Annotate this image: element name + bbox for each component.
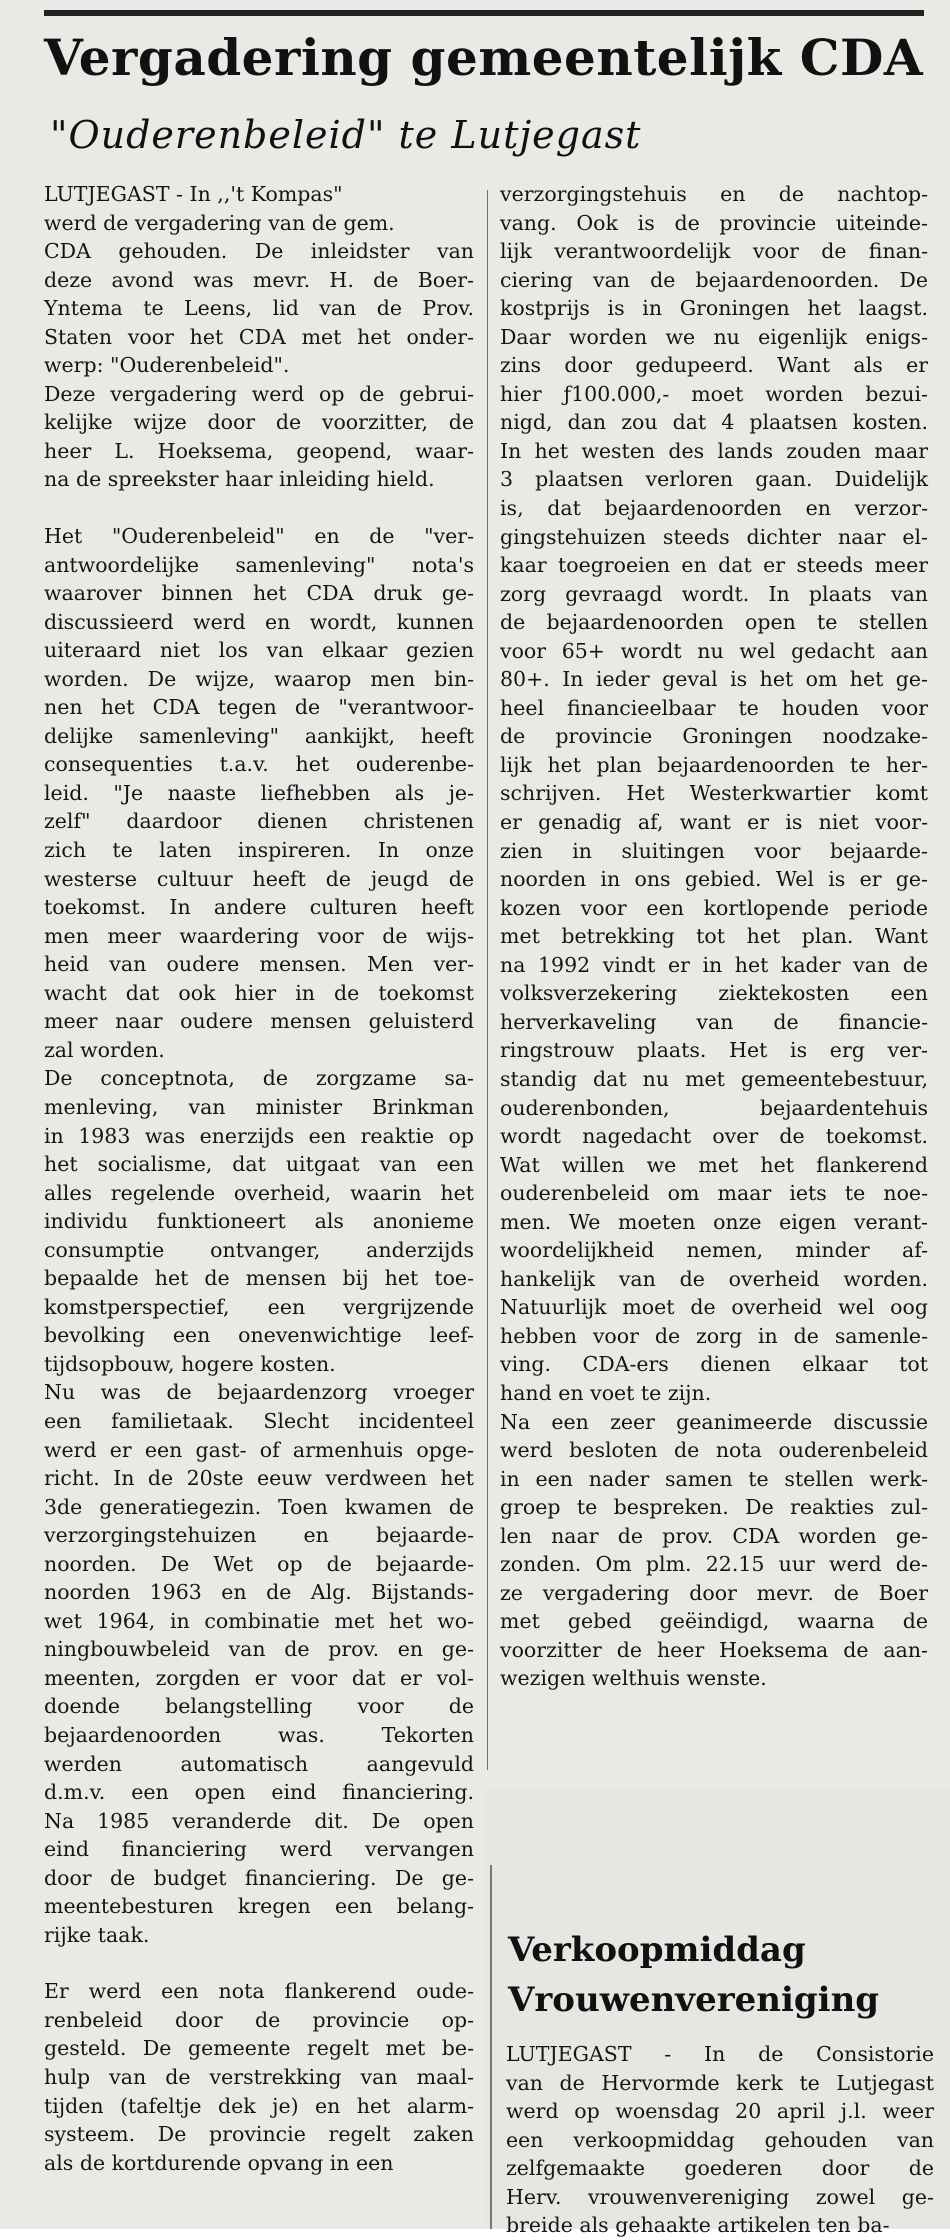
text-line: nen het CDA tegen de "verantwoor- — [44, 695, 474, 720]
text-line: noorden. De Wet op de bejaarde- — [44, 1551, 474, 1576]
text-line: eind financiering werd vervangen — [44, 1837, 474, 1862]
text-line: komstperspectief, een vergrijzende — [44, 1294, 474, 1319]
text-line: Na 1985 veranderde dit. De open — [44, 1808, 474, 1833]
text-line: bepaalde het de mensen bij het toe- — [44, 1266, 474, 1291]
text-line: consumptie ontvanger, anderzijds — [44, 1237, 474, 1262]
text-line: kelijke wijze door de voorzitter, de — [44, 410, 474, 435]
text-line: Het "Ouderenbeleid" en de "ver- — [44, 524, 474, 549]
text-line: Wat willen we met het flankerend — [500, 1152, 928, 1177]
text-line: tijden (tafeltje dek je) en het alarm- — [44, 2093, 474, 2118]
text-line: na 1992 vindt er in het kader van de — [500, 952, 928, 977]
text-line: worden. De wijze, waarop men bin- — [44, 666, 474, 691]
text-line: door de budget financiering. De ge- — [44, 1865, 474, 1890]
text-line: ouderenbeleid om maar iets te noe- — [500, 1181, 928, 1206]
text-line: zelf" daardoor dienen christenen — [44, 809, 474, 834]
top-rule — [44, 10, 924, 16]
text-line: Nu was de bejaardenzorg vroeger — [44, 1380, 474, 1405]
text-line: breide als gehaakte artikelen ten ba- — [506, 2213, 890, 2238]
paragraph-gap — [44, 1949, 474, 1977]
text-line: een familietaak. Slecht incidenteel — [44, 1408, 474, 1433]
text-line: herverkaveling van de financie- — [500, 1009, 928, 1034]
text-line: Deze vergadering werd op de gebrui- — [44, 381, 474, 406]
text-line: doende belangstelling voor de — [44, 1694, 474, 1719]
text-line: lijk het plan bejaardenoorden te her- — [500, 752, 928, 777]
text-line: hier ƒ100.000,- moet worden bezui- — [500, 381, 928, 406]
article-headline: Vergadering gemeentelijk CDA — [44, 28, 924, 87]
text-line: is, dat bejaardenoorden en verzor- — [500, 496, 928, 521]
text-line: 3de generatiegezin. Toen kwamen de — [44, 1494, 474, 1519]
text-line: De conceptnota, de zorgzame sa- — [44, 1066, 474, 1091]
text-line: zien in sluitingen voor bejaarde- — [500, 838, 928, 863]
text-line: ciering van de bejaardenoorden. De — [500, 267, 928, 292]
second-article-rule — [490, 1865, 492, 2229]
text-line: len naar de prov. CDA worden ge- — [500, 1523, 928, 1548]
column-divider — [487, 190, 488, 1770]
text-line: werp: "Ouderenbeleid". — [44, 353, 290, 378]
text-line: na de spreekster haar inleiding hield. — [44, 467, 435, 492]
text-line: werd besloten de nota ouderenbeleid — [500, 1438, 928, 1463]
text-line: Daar worden we nu eigenlijk enigs- — [500, 324, 928, 349]
text-line: met betrekking tot het plan. Want — [500, 924, 928, 949]
text-line: zich te laten inspireren. In onze — [44, 838, 474, 863]
text-line: voorzitter de heer Hoeksema de aan- — [500, 1637, 928, 1662]
text-line: lijk verantwoordelijk voor de finan- — [500, 239, 928, 264]
text-line: 80+. In ieder geval is het om het ge- — [500, 667, 928, 692]
text-line: volksverzekering ziektekosten een — [500, 981, 928, 1006]
text-line: zorg gevraagd wordt. In plaats van — [500, 581, 928, 606]
text-line: deze avond was mevr. H. de Boer- — [44, 267, 474, 292]
text-line: schrijven. Het Westerkwartier komt — [500, 781, 928, 806]
text-line: richt. In de 20ste eeuw verdween het — [44, 1466, 474, 1491]
paragraph-gap — [44, 494, 474, 522]
text-line: werd er een gast- of armenhuis opge- — [44, 1437, 474, 1462]
text-line: bejaardenoorden was. Tekorten — [44, 1722, 474, 1747]
text-line: consequenties t.a.v. het ouderenbe- — [44, 752, 474, 777]
text-line: ringstrouw plaats. Het is erg ver- — [500, 1038, 928, 1063]
text-line: uiteraard niet los van elkaar gezien — [44, 638, 474, 663]
text-line: ouderenbonden, bejaardentehuis — [500, 1095, 928, 1120]
text-line: LUTJEGAST - In ,,'t Kompas" — [44, 182, 343, 206]
text-line: individu funktioneert als anonieme — [44, 1209, 474, 1234]
text-line: waarover binnen het CDA druk ge- — [44, 581, 474, 606]
text-line: met gebed geëindigd, waarna de — [500, 1609, 928, 1634]
text-line: heel financieelbaar te houden voor — [500, 695, 928, 720]
text-line: meer naar oudere mensen geluisterd — [44, 1009, 474, 1034]
text-line: renbeleid door de provincie op- — [44, 2007, 474, 2032]
text-line: verzorgingstehuis en de nachtop- — [500, 182, 928, 206]
text-line: discussieerd werd en wordt, kunnen — [44, 609, 474, 634]
text-line: wezigen welthuis wenste. — [500, 1666, 767, 1691]
text-line: ze vergadering door mevr. de Boer — [500, 1580, 928, 1605]
text-line: kozen voor een kortlopende periode — [500, 895, 928, 920]
text-line: men. We moeten onze eigen verant- — [500, 1209, 928, 1234]
text-line: hulp van de verstrekking van maal- — [44, 2065, 474, 2089]
text-line: zal worden. — [44, 1037, 165, 1062]
text-line: Na een zeer geanimeerde discussie — [500, 1409, 928, 1434]
text-line: van de Hervormde kerk te Lutjegast — [506, 2070, 934, 2095]
text-line: hebben voor de zorg in de samenle- — [500, 1323, 928, 1348]
text-line: nigd, dan zou dat 4 plaatsen kosten. — [500, 410, 928, 435]
text-line: alles regelende overheid, waarin het — [44, 1180, 474, 1205]
text-line: wacht dat ook hier in de toekomst — [44, 980, 474, 1005]
text-line: verzorgingstehuizen en bejaarde- — [44, 1523, 474, 1548]
text-line: meenten, zorgden er voor dat er vol- — [44, 1665, 474, 1690]
second-article-title-line1: Verkoopmiddag — [508, 1930, 806, 1970]
text-line: zonden. Om plm. 22.15 uur werd de- — [500, 1552, 928, 1577]
text-line: bevolking een onevenwichtige leef- — [44, 1323, 474, 1348]
text-line: d.m.v. een open eind financiering. — [44, 1780, 474, 1805]
text-line: werden automatisch aangevuld — [44, 1751, 474, 1776]
text-line: wet 1964, in combinatie met het wo- — [44, 1608, 474, 1633]
text-line: tijdsopbouw, hogere kosten. — [44, 1351, 336, 1376]
text-line: in een nader samen te stellen werk- — [500, 1466, 928, 1491]
text-line: westerse cultuur heeft de jeugd de — [44, 866, 474, 891]
article-column-left — [44, 180, 474, 2177]
text-line: vang. Ook is de provincie uiteinde- — [500, 210, 928, 235]
text-line: standig dat nu met gemeentebestuur, — [500, 1066, 928, 1091]
text-line: een verkoopmiddag gehouden van — [506, 2127, 934, 2152]
text-line: CDA gehouden. De inleidster van — [44, 239, 474, 264]
text-line: Natuurlijk moet de overheid wel oog — [500, 1295, 928, 1320]
text-line: hand en voet te zijn. — [500, 1380, 712, 1405]
text-line: werd op woensdag 20 april j.l. weer — [506, 2099, 934, 2124]
text-line: in 1983 was enerzijds een reaktie op — [44, 1123, 474, 1148]
text-line: meentebesturen kregen een belang- — [44, 1894, 474, 1919]
text-line: leid. "Je naaste liefhebben als je- — [44, 780, 474, 805]
second-article-title — [508, 1925, 938, 2025]
text-line: zins door gedupeerd. Want als er — [500, 353, 928, 378]
text-line: ningbouwbeleid van de prov. en ge- — [44, 1637, 474, 1662]
text-line: zelfgemaakte goederen door de — [506, 2156, 934, 2181]
text-line: heid van oudere mensen. Men ver- — [44, 952, 474, 977]
text-line: voor 65+ wordt nu wel gedacht aan — [500, 638, 928, 663]
second-article-title-line2: Vrouwenvereniging — [508, 1980, 880, 2020]
text-line: menleving, van minister Brinkman — [44, 1094, 474, 1119]
text-line: toekomst. In andere culturen heeft — [44, 895, 474, 920]
text-line: delijke samenleving" aankijkt, heeft — [44, 723, 474, 748]
text-line: Er werd een nota flankerend oude- — [44, 1979, 474, 2004]
text-line: noorden 1963 en de Alg. Bijstands- — [44, 1580, 474, 1605]
text-line: systeem. De provincie regelt zaken — [44, 2122, 474, 2147]
text-line: kaar toegroeien en dat er steeds meer — [500, 553, 928, 578]
text-line: als de kortdurende opvang in een — [44, 2150, 394, 2175]
article-column-right — [500, 180, 928, 1693]
text-line: werd de vergadering van de gem. — [44, 210, 395, 235]
text-line: hankelijk van de overheid worden. — [500, 1266, 928, 1291]
text-line: Staten voor het CDA met het onder- — [44, 324, 474, 349]
text-line: heer L. Hoeksema, geopend, waar- — [44, 438, 474, 463]
text-line: de bejaardenoorden open te stellen — [500, 610, 928, 635]
text-line: gingstehuizen steeds dichter naar el- — [500, 524, 928, 549]
text-line: woordelijkheid nemen, minder af- — [500, 1238, 928, 1263]
text-line: de provincie Groningen noodzake- — [500, 724, 928, 749]
text-line: rijke taak. — [44, 1922, 150, 1947]
text-line: wordt nagedacht over de toekomst. — [500, 1124, 928, 1149]
text-line: Herv. vrouwenvereniging zowel ge- — [506, 2184, 934, 2209]
text-line: 3 plaatsen verloren gaan. Duidelijk — [500, 467, 928, 492]
text-line: In het westen des lands zouden maar — [500, 438, 928, 463]
text-line: men meer waardering voor de wijs- — [44, 923, 474, 948]
second-article-body — [506, 2040, 934, 2240]
text-line: ving. CDA-ers dienen elkaar tot — [500, 1352, 928, 1377]
text-line: noorden in ons gebied. Wel is er ge- — [500, 867, 928, 892]
text-line: kostprijs is in Groningen het laagst. — [500, 296, 928, 321]
text-line: LUTJEGAST - In de Consistorie — [506, 2042, 934, 2066]
text-line: gesteld. De gemeente regelt met be- — [44, 2036, 474, 2061]
text-line: het socialisme, dat uitgaat van een — [44, 1152, 474, 1177]
text-line: er genadig af, want er is niet voor- — [500, 810, 928, 835]
text-line: groep te bespreken. De reakties zul- — [500, 1495, 928, 1520]
article-subheadline: "Ouderenbeleid" te Lutjegast — [50, 113, 642, 157]
text-line: antwoordelijke samenleving" nota's — [44, 552, 474, 577]
text-line: Yntema te Leens, lid van de Prov. — [44, 296, 474, 321]
